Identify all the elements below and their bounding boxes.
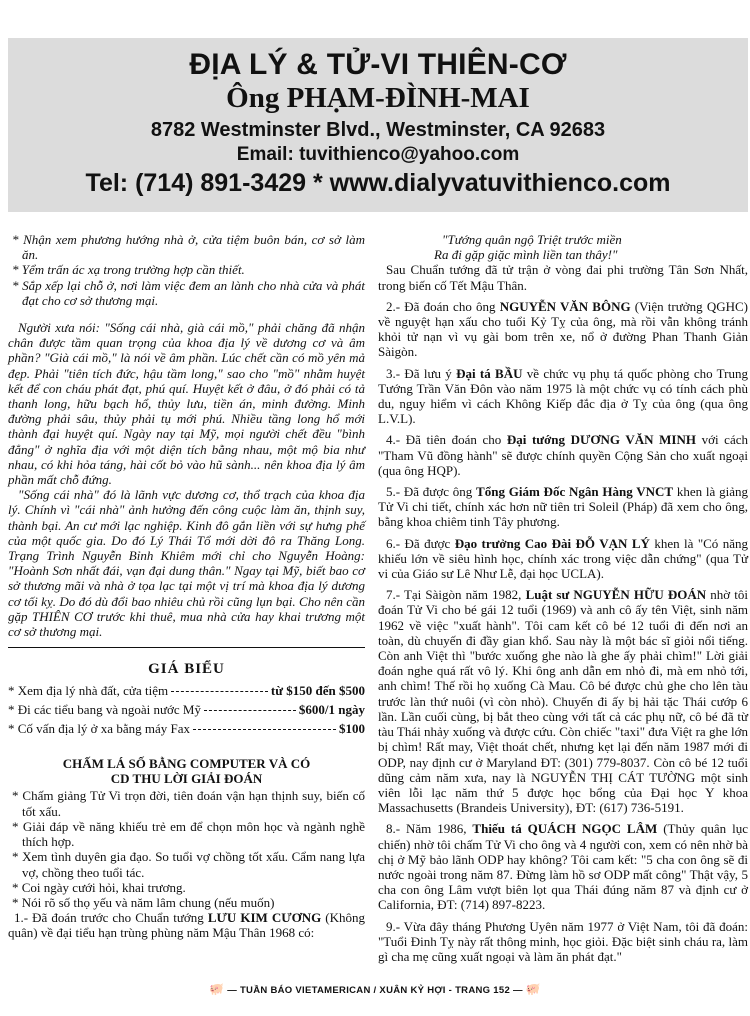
item-5: 5.- Đã được ông Tổng Giám Đốc Ngân Hàng VNCT khen là giảng Tử Vi chi tiết, chính xác hơn nữ tiên tri Soleil (Pháp) đã xem cho ông, bằng khoa chiêm tinh Tây phương. — [378, 484, 748, 530]
service-item: * Giải đáp về năng khiếu trẻ em để chọn môn học và ngành nghề thích hợp. — [12, 818, 365, 850]
item-3: 3.- Đã lưu ý Đại tá BẦU về chức vụ phụ tá quốc phòng cho Trung Tướng Trần Văn Đôn vào năm 1975 là một chức vụ có tính cách phù du, nguy hiểm vì cách Không Kiếp đắc địa ở Tỵ của ông (qua ông L.V.L). — [378, 365, 748, 427]
header-banner — [8, 38, 748, 212]
quote-line-2: Ra đi gặp giặc mình liền tan thây!" — [434, 247, 618, 263]
service-item: * Nói rõ số thọ yếu và năm lâm chung (nếu muốn) — [12, 894, 275, 910]
pig-icon: 🐖 — [209, 982, 225, 996]
paragraph: Sau Chuẩn tướng đã tử trận ở vòng đai phi trường Tân Sơn Nhất, trong biến cố Tết Mậu Thân. — [378, 262, 748, 293]
price-row — [8, 681, 365, 700]
header-title: ĐỊA LÝ & TỬ-VI THIÊN-CƠ — [189, 48, 567, 81]
header-tel: Tel: (714) 891-3429 * www.dialyvatuvithienco.com — [85, 169, 671, 197]
item-8: 8.- Năm 1986, Thiếu tá QUÁCH NGỌC LÂM (Thủy quân lục chiến) nhờ tôi chấm Tử Vi cho ông và 4 người con, xem có nên nhờ bà chị ở Mỹ bảo lãnh ODP hay không? Tôi cam kết: "5 cha con ông sẽ đi nước ngoài trong năm 87. Đừng làm hồ sơ ODP mất công" Thật vậy, 5 cha con ông Lâm vượt biên lọt qua Thái đúng năm 87 và định cư ở California, ĐT: (714) 897-8223. — [378, 821, 748, 913]
price-amount: $100 — [339, 721, 365, 737]
bullet-2: * Yểm trấn ác xạ trong trường hợp cần thiết. — [12, 262, 245, 278]
price-label: * Cố vấn địa lý ở xa bằng máy Fax — [8, 721, 190, 737]
quote-line-1: "Tướng quân ngộ Triệt trước miền — [442, 232, 622, 247]
footer-text: — TUẦN BÁO VIETAMERICAN / XUÂN KỶ HỢI - TRANG 152 — — [227, 985, 523, 996]
intro-paragraph-2: "Sống cái nhà" đó là lãnh vực dương cơ, thổ trạch của khoa địa lý. Chính vì "cái nhà" ảnh hưởng đến công cuộc làm ăn, thịnh suy, thành bại. An cư mới lạc nghiệp. Kinh đô gắn liền với sự hưng phế của một quốc gia. Do đó Lý Thái Tổ mới dời đô ra Thăng Long. Trạng Trình Nguyễn Bỉnh Khiêm mới chỉ cho Nguyễn Hoàng: "Hoành Sơn nhất đái, vạn đại dung thân." Ngay tại Mỹ, biết bao cơ sở thương mãi và nhà ở tọa lạc tại một vị trí mà khoa địa lý dương cơ tối kỵ. Do đó dù đổi bao nhiêu chủ rồi cũng lụn bại. Cho nên cần gặp THIÊN CƠ trước khi thuê, mua nhà cửa hay khai trương một cơ sở thương mại. — [8, 487, 365, 640]
computer-title-line-2: CD THU LỜI GIẢI ĐOÁN — [110, 771, 263, 787]
page-footer — [0, 982, 750, 996]
computer-section-title — [8, 756, 365, 786]
service-item: * Coi ngày cưới hỏi, khai trương. — [12, 879, 186, 895]
item-9: 9.- Vừa đây tháng Phương Uyên năm 1977 ở Việt Nam, tôi đã đoán: "Tuổi Đinh Tỵ này rất thông minh, học giỏi. Đặc biệt sinh cháu ra, làm gì cha mẹ cũng xuất ngoại và làm ăn phát đạt." — [378, 918, 748, 964]
price-amount: $600/1 ngày — [298, 702, 365, 718]
price-row — [8, 700, 365, 719]
price-list-title: GIÁ BIỂU — [148, 661, 225, 678]
item-1: 1.- Đã đoán trước cho Chuẩn tướng LƯU KIM CƯƠNG (Không quân) về đại tiểu hạn trùng phùng năm Mậu Thân 1968 có: — [8, 910, 366, 941]
price-row — [8, 719, 365, 738]
divider — [8, 647, 365, 648]
item-7: 7.- Tại Sàigòn năm 1982, Luật sư NGUYỄN HỮU ĐOÁN nhờ tôi đoán Tử Vi cho bé gái 12 tuổi (1969) và anh cô ấy tên Việt, sinh năm 1962 về việc "xuất hành". Tôi cam kết cô bé 12 tuổi đi đến nơi an toàn, dù chuyến đi đầy gian khổ. Sau này là một bác sĩ giỏi nổi tiếng. Còn anh Việt thì "bước xuống ghe nào là ghe ấy phải chìm!" Lời giải đoán nghe quá rất vô lý. Khi ông anh dẫn em nhỏ đi, mà em nhỏ tới, anh chìm! Thế rồi họ xuống Cà Mau. Cô bé được chủ ghe cho lên tàu trước làn thứ nuôi (vì còn nhỏ). Chuyến đi ấy bị hải tặc Thái cướp 6 lần. Lần cuối cùng, bị bắt theo cùng với tất cả các phụ nữ, cô bé đã từ tàu Thái nhảy xuống và được cứu. Còn chiếc "taxi" đưa Việt ra ghe lớn bị chìm! Rất may, Việt thoát chết, nhưng kẹt lại đến năm 1987 mới đi ODP, nay định cư ở Maryland ĐT: (301) 779-8037. Còn cô bé 12 tuổi dũng cảm năm xưa, nay là NGUYỄN THỊ CÁT TƯỜNG một sinh viên lỗi lạc năm thứ 5 được học bổng của Đại học Y khoa Massachusetts (Brandeis University), ĐT: (617) 736-5191. — [378, 587, 748, 816]
item-6: 6.- Đã được Đạo trưởng Cao Đài ĐỖ VẠN LÝ khen là "Có năng khiếu lớn về siêu hình học, chính xác trong việc dẫn chứng" (qua Tử vi của Giáo sư Lê Như Lễ, đại học UCLA). — [378, 535, 749, 582]
header-name: Ông PHẠM-ĐÌNH-MAI — [226, 82, 530, 114]
item-4: 4.- Đã tiên đoán cho Đại tướng DƯƠNG VĂN MINH với cách "Tham Vũ đồng hành" sẽ được chính quyền Cộng Sản cho xuất ngoại (qua ông HQP). — [378, 432, 748, 478]
service-item: * Chấm giảng Tử Vi trọn đời, tiên đoán vận hạn thịnh suy, biến cố tốt xấu. — [12, 788, 365, 819]
header-address: 8782 Westminster Blvd., Westminster, CA 92683 — [150, 119, 606, 141]
computer-title-line-1: CHẤM LÁ SỐ BẰNG COMPUTER VÀ CÓ — [62, 756, 311, 772]
item-2: 2.- Đã đoán cho ông NGUYỄN VĂN BÔNG (Viện trưởng QGHC) về nguyệt hạn xấu cho tuổi Kỷ Tỵ của ông, mà rồi vẫn không tránh khỏi tử nạn vì vụ gài bom trên xe, nổ ở đường Phan Thanh Giản Sàigòn. — [378, 298, 748, 360]
price-amount: từ $150 đến $500 — [270, 683, 365, 699]
price-label: * Đi các tiểu bang và ngoài nước Mỹ — [8, 702, 201, 718]
right-column — [378, 232, 748, 964]
bullet-3: * Sắp xếp lại chỗ ở, nơi làm việc đem an lành cho nhà cửa và phát đạt cho cơ sở thương mại. — [12, 277, 365, 308]
bullet-1: * Nhận xem phương hướng nhà ở, cửa tiệm buôn bán, cơ sở làm ăn. — [12, 232, 365, 263]
pig-icon: 🐖 — [525, 982, 541, 996]
header-email: Email: tuvithienco@yahoo.com — [236, 144, 520, 165]
service-item: * Xem tình duyên gia đạo. So tuổi vợ chồng tốt xấu. Cẩm nang lựa vợ, chồng theo tuổi tác. — [12, 849, 365, 880]
left-column — [8, 232, 365, 941]
intro-paragraph-1: Người xưa nói: "Sống cái nhà, già cái mồ," phải chăng đã nhận chân được tầm quan trọng của khoa địa lý về dương cơ và âm phần? "Già cái mồ," là nói về âm phần. Lúc chết cần có mồ yên mả đẹp. Phải "tiên tích đức, hậu tầm long," sao cho "mồ" nhằm huyệt kết để con cháu phát đạt, phú quí. Huyệt kết ở đâu, ở đó phải có tả thanh long, hữu bạch hổ, thủy lưu, tiền án, minh đường. Minh đường phải sâu, thủy phải tụ mới phú. Nhiều tầng long hổ mới thành đại huyệt quí. Ngày nay tại Mỹ, mọi người chết đều "bình đẳng" ở nghĩa địa với một diện tích bằng nhau, một mộ bia như nhau, có khi hỏa táng, hài cốt bỏ vào hũ sành... nên khoa địa lý âm phần mất chỗ đứng. — [8, 320, 365, 488]
price-label: * Xem địa lý nhà đất, cửa tiệm — [8, 683, 169, 699]
